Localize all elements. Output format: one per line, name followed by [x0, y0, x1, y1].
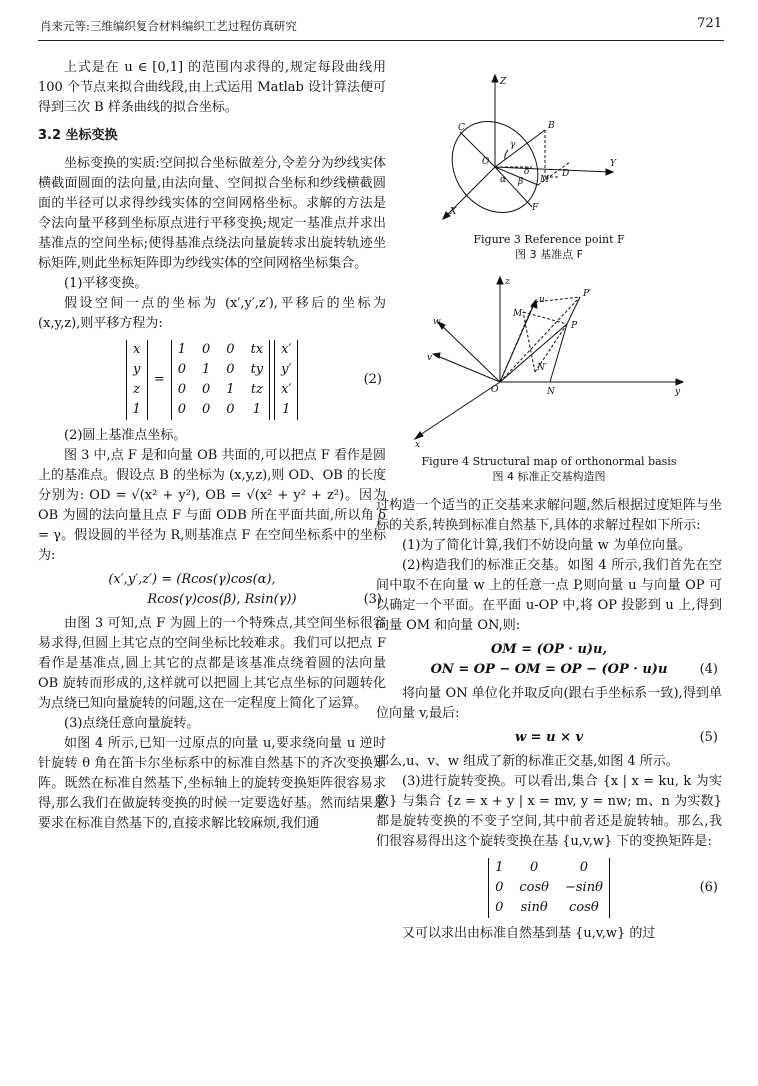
fig3-label: Y — [610, 159, 616, 169]
equation-5 — [376, 728, 722, 748]
figure-4-caption — [376, 455, 722, 484]
caption-en: Figure 4 Structural map of orthonormal basis — [421, 455, 677, 468]
equation-number: (3) — [363, 592, 382, 607]
paragraph: (1)平移变换。 — [64, 276, 148, 291]
paragraph: (3)进行旋转变换。可以看出,集合 {x | x = ku, k 为实数} 与集合 {z = x + y | x = mv, y = nw; m、n 为实数} 都是旋转变换的不变子空间,其中前者还是旋转轴。那么,我们很容易得出这个旋转变换在基 {u,v,w} 下的变换矩阵是: — [376, 774, 722, 849]
fig4-label: z — [505, 277, 510, 287]
fig4-label: x — [415, 440, 421, 447]
fig3-label: M — [540, 175, 550, 185]
paragraph: 假设空间一点的坐标为 (x′,y′,z′),平移后的坐标为 (x,y,z),则平移方程为: — [38, 296, 386, 331]
fig3-label: B — [548, 121, 555, 131]
equation-line: Rcos(γ)cos(β), Rsin(γ)) — [147, 592, 297, 607]
matrix-cell: 0 — [202, 402, 211, 417]
equation-4 — [376, 640, 722, 680]
paragraph: 坐标变换的实质:空间拟合坐标做差分,令差分为纱线实体横截面圆面的法向量,由法向量、空间拟合坐标和纱线横截圆面的半径可以求得纱线实体的空间网格坐标。求解的方法是令法向量平移到坐标原点进行平移变换;规定一基准点并求出基准点的空间坐标;使得基准点绕法向量旋转求出旋转轨迹坐标矩阵,则此坐标矩阵即为纱线实体的空间网格坐标集合。 — [38, 156, 386, 271]
fig4-label: w — [433, 317, 441, 327]
fig4-label: O — [491, 385, 499, 395]
matrix-cell: 0 — [202, 342, 211, 357]
matrix-cell: 1 — [282, 402, 291, 417]
rotation-matrix — [488, 858, 610, 918]
paragraph: (1)为了简化计算,我们不妨设向量 w 为单位向量。 — [402, 538, 691, 553]
paragraph: 那么,u、v、w 组成了新的标准正交基,如图 4 所示。 — [376, 754, 679, 769]
figure-4-diagram — [405, 272, 685, 447]
matrix-cell: 0 — [177, 402, 187, 417]
caption-zh: 图 3 基准点 F — [515, 248, 583, 261]
fig3-label: C — [458, 123, 465, 133]
right-column — [376, 496, 722, 944]
fig4-label: u — [539, 295, 545, 305]
caption-zh: 图 4 标准正交基构造图 — [492, 470, 606, 483]
matrix-cell: x′ — [281, 342, 292, 357]
matrix-cell: 0 — [226, 402, 235, 417]
matrix-cell: 1 — [202, 362, 211, 377]
equation-line: OM = (OP · u)u, — [490, 642, 608, 657]
fig3-label: β — [518, 177, 524, 187]
fig4-label: P′ — [583, 289, 592, 299]
fig3-label: δ — [524, 167, 530, 177]
matrix-cell: tx — [250, 342, 264, 357]
paragraph: 如图 4 所示,已知一过原点的向量 u,要求绕向量 u 逆时针旋转 θ 角在笛卡尔坐标系中的标准自然基下的齐次变换矩阵。既然在标准自然基下,坐标轴上的旋转变换矩阵很容易求得,那么我们在做旋转变换的时候一定要选好基。然而结果是要求在标准自然基下的,直接求解比较麻烦,我们通 — [38, 736, 386, 831]
matrix-cell: 0 — [226, 342, 235, 357]
paragraph: 又可以求出由标准自然基到基 {u,v,w} 的过 — [402, 926, 656, 941]
figure-3-diagram — [420, 72, 640, 222]
matrix-cell: cosθ — [569, 900, 599, 915]
fig4-label: y — [675, 387, 681, 397]
vector-rhs — [274, 340, 298, 420]
fig4-label: P — [571, 321, 578, 331]
header-rule — [38, 40, 724, 41]
matrix-cell: sinθ — [520, 900, 548, 915]
paragraph: (2)构造我们的标准正交基。如图 4 所示,我们首先在空间中取不在向量 w 上的任意一点 P,则向量 u 与向量 OP 可以确定一个平面。在平面 u-OP 中,将 OP 投影到 u 上,得到向量 OM 和向量 ON,则: — [376, 558, 722, 633]
equation-line: ON = OP − OM = OP − (OP · u)u — [430, 662, 668, 677]
matrix-cell: 1 — [252, 402, 261, 417]
paragraph: (3)点绕任意向量旋转。 — [64, 716, 200, 731]
paragraph: 将向量 ON 单位化并取反向(跟右手坐标系一致),得到单位向量 v,最后: — [376, 686, 722, 721]
matrix-cell: 0 — [495, 880, 504, 895]
running-title: 肖来元等:三维编织复合材料编织工艺过程仿真研究 — [40, 19, 297, 33]
equation-number: (6) — [699, 880, 718, 895]
matrix-cell: 0 — [495, 900, 504, 915]
matrix-cell: tz — [250, 382, 263, 397]
caption-en: Figure 3 Reference point F — [473, 233, 625, 246]
matrix-cell: 1 — [226, 382, 235, 397]
matrix-cell: y′ — [281, 362, 292, 377]
fig3-label: F — [532, 203, 539, 213]
paragraph: 由图 3 可知,点 F 为圆上的一个特殊点,其空间坐标很容易求得,但圆上其它点的空间坐标比较难求。我们可以把点 F 看作是基准点,圆上其它的点都是该基准点绕着圆的法向量 OB 旋转而形成的,这样就可以把圆上其它点坐标的问题转化为点绕已知向量旋转的问题,这在一定程度上简化了运算。 — [38, 616, 386, 711]
matrix-cell: 0 — [177, 362, 187, 377]
fig3-label: Z — [500, 77, 507, 87]
equation-number: (2) — [363, 372, 382, 387]
section-heading: 3.2 坐标变换 — [38, 128, 118, 143]
page-number: 721 — [697, 16, 722, 31]
equation-6 — [376, 858, 722, 918]
paragraph: (2)圆上基准点坐标。 — [64, 428, 187, 443]
fig3-label: α — [500, 175, 507, 185]
equation-line: w = u × v — [514, 730, 584, 745]
matrix-cell: 0 — [579, 860, 589, 875]
paragraph: 上式是在 u ∈ [0,1] 的范围内求得的,规定每段曲线用 100 个节点来拟合曲线段,由上式运用 Matlab 设计算法便可得到三次 B 样条曲线的拟合坐标。 — [38, 60, 386, 115]
translation-matrix — [171, 340, 270, 420]
matrix-cell: 0 — [226, 362, 235, 377]
fig4-label: N — [547, 387, 555, 397]
fig3-label: O — [482, 157, 490, 167]
figure-3 — [420, 72, 640, 222]
matrix-cell: y — [133, 362, 141, 377]
matrix-cell: cosθ — [519, 880, 549, 895]
fig3-label: X — [450, 207, 457, 217]
vector-lhs — [126, 340, 148, 420]
equation-number: (4) — [699, 662, 718, 677]
matrix-cell: −sinθ — [564, 880, 603, 895]
left-column — [38, 58, 386, 834]
fig4-label: M — [513, 309, 523, 319]
matrix-cell: 0 — [177, 382, 187, 397]
figure-3-caption — [376, 233, 722, 262]
fig4-label: N′ — [537, 363, 547, 373]
paragraph: 图 3 中,点 F 是和向量 OB 共面的,可以把点 F 看作是圆上的基准点。假设点 B 的坐标为 (x,y,z),则 OD、OB 的长度分别为: OD = √(x² + y²), OB = √(x² + y² + z²)。因为 OB 为圆的法向量且点 F 与面 ODB 所在平面共面,所以角 δ = γ。假设圆的半径为 R,则基准点 F 在空间坐标系中的坐标为: — [38, 448, 386, 563]
fig3-label: γ — [510, 140, 516, 150]
matrix-cell: 1 — [495, 860, 504, 875]
matrix-cell: 0 — [202, 382, 211, 397]
equation-2: x y z 1 = 1 0 0 tx 0 1 0 ty 0 0 1 tz 0 0 0 1 x′ y′ x′ 1 (2) — [38, 340, 386, 420]
equation-3 — [38, 570, 386, 610]
matrix-cell: 1 — [177, 342, 187, 357]
matrix-cell: x — [133, 342, 141, 357]
equation-number: (5) — [699, 730, 718, 745]
paragraph: 过构造一个适当的正交基来求解问题,然后根据过度矩阵与坐标的关系,转换到标准自然基下,具体的求解过程如下所示: — [376, 498, 722, 533]
equation-line: (x′,y′,z′) = (Rcos(γ)cos(α), — [108, 572, 276, 587]
fig4-label: v — [427, 353, 433, 363]
fig3-label: D — [562, 169, 570, 179]
matrix-cell: z — [133, 382, 141, 397]
matrix-cell: ty — [250, 362, 264, 377]
figure-4 — [405, 272, 685, 447]
matrix-cell: x′ — [281, 382, 292, 397]
matrix-cell: 1 — [132, 402, 141, 417]
matrix-cell: 0 — [530, 860, 539, 875]
